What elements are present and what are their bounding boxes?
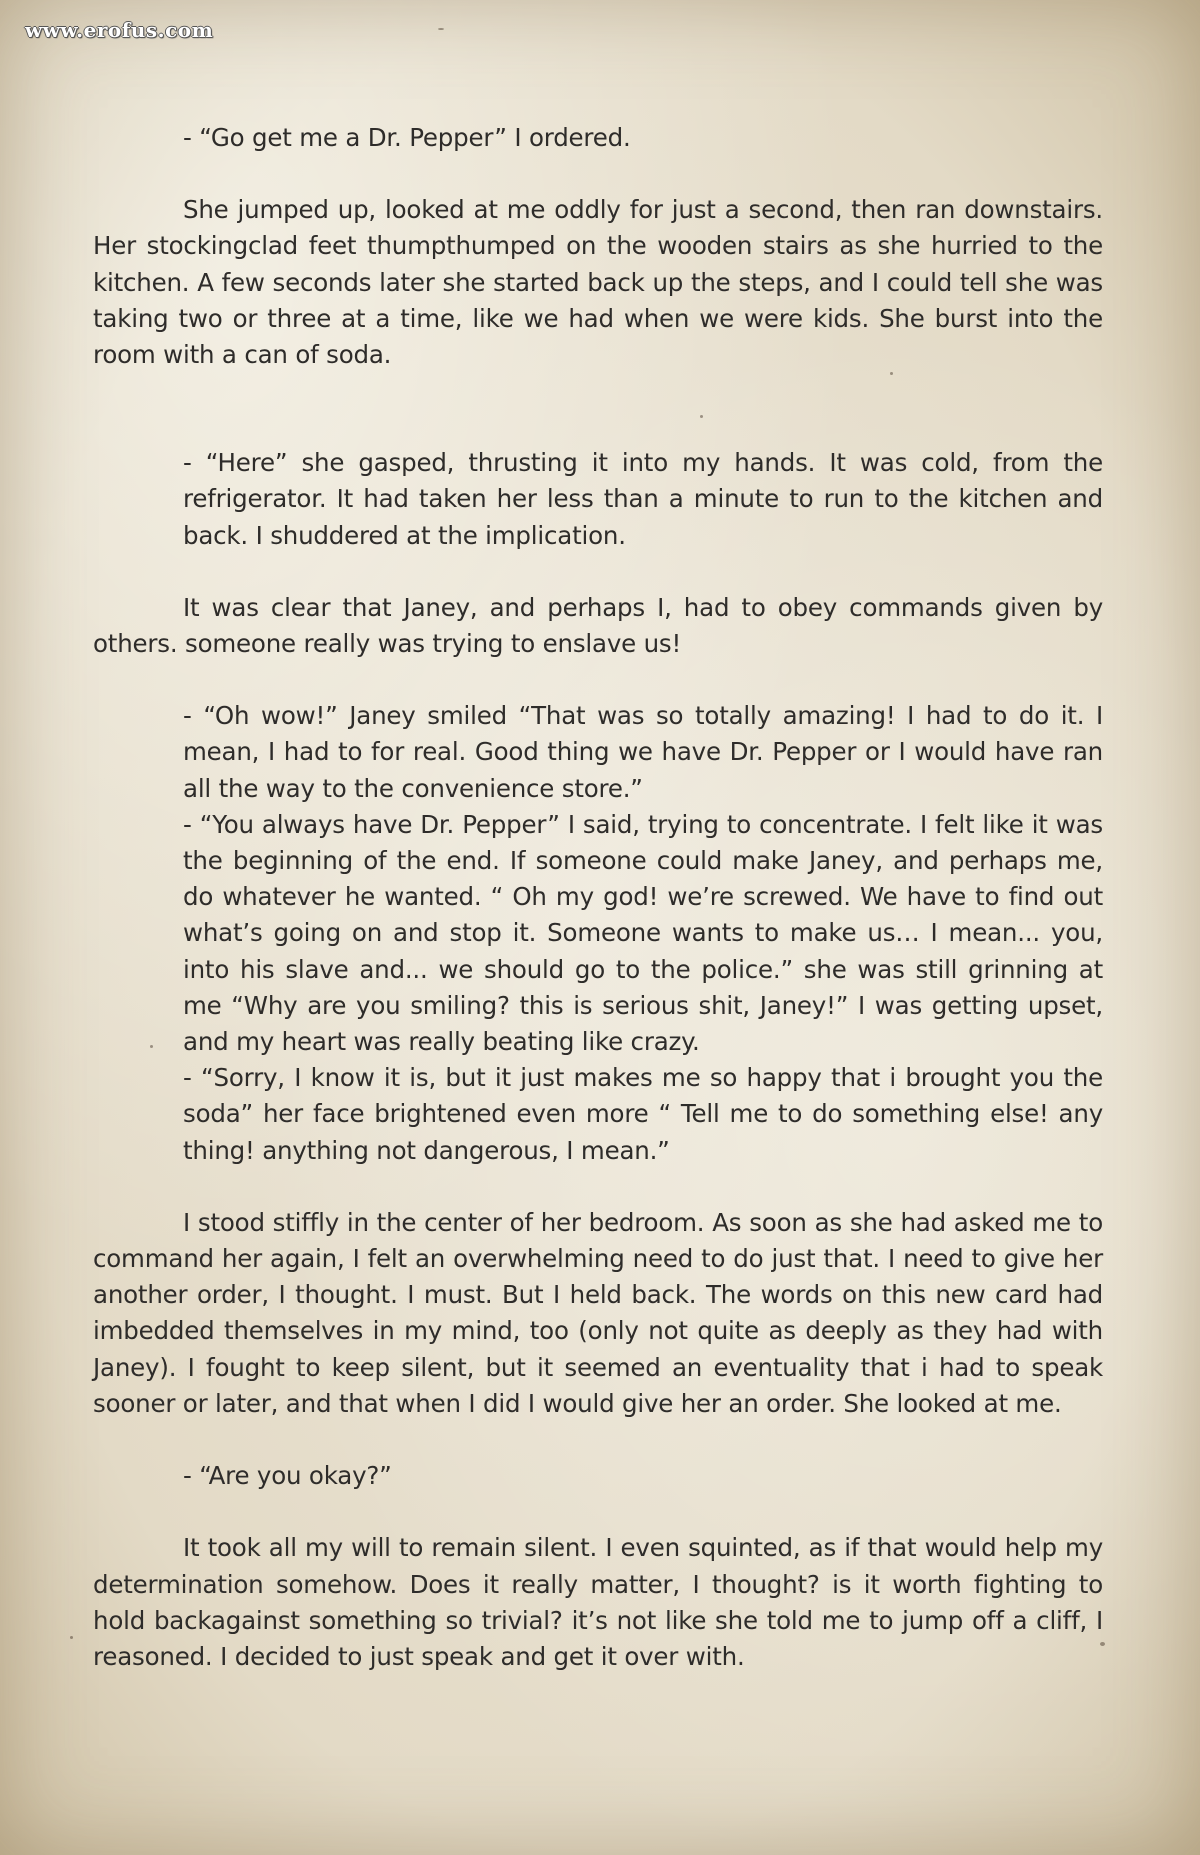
narrative-paragraph: It was clear that Janey, and perhaps I, had to obey commands given by others. someone really was trying to enslave us! [93, 592, 1103, 659]
paper-speck [70, 1636, 73, 1639]
dialogue-paragraph: - “Oh wow!” Janey smiled “That was so totally amazing! I had to do it. I mean, I had to for real. Good thing we have Dr. Pepper or I would have ran all the way to the convenience store.” [183, 701, 1103, 803]
dialogue-paragraph: - “Here” she gasped, thrusting it into my hands. It was cold, from the refrigerator. It had taken her less than a minute to run to the kitchen and back. I shuddered at the implication. [183, 448, 1103, 550]
site-watermark[interactable]: www.erofus.com [25, 18, 214, 42]
narrative-paragraph: It took all my will to remain silent. I even squinted, as if that would help my determination somehow. Does it really matter, I thought? is it worth fighting to hold backagainst something so trivial? it’s not like she told me to jump off a cliff, I reasoned. I decided to just speak and get it over with. [93, 1533, 1103, 1671]
dialogue-paragraph: - “Go get me a Dr. Pepper” I ordered. [183, 123, 631, 152]
story-text [93, 120, 1103, 1675]
paper-speck [438, 28, 444, 30]
narrative-paragraph: I stood stiffly in the center of her bedroom. As soon as she had asked me to command her again, I felt an overwhelming need to do just that. I need to give her another order, I thought. I must. But I held back. The words on this new card had imbedded themselves in my mind, too (only not quite as deeply as they had with Janey). I fought to keep silent, but it seemed an eventuality that i had to speak sooner or later, and that when I did I would give her an order. She looked at me. [93, 1207, 1103, 1418]
narrative-paragraph: She jumped up, looked at me oddly for just a second, then ran downstairs. Her stockingclad feet thumpthumped on the wooden stairs as she hurried to the kitchen. A few seconds later she started back up the steps, and I could tell she was taking two or three at a time, like we had when we were kids. She burst into the room with a can of soda. [93, 195, 1103, 370]
dialogue-paragraph: - “Sorry, I know it is, but it just makes me so happy that i brought you the soda” her face brightened even more “ Tell me to do something else! any thing! anything not dangerous, I mean.” [183, 1063, 1103, 1165]
dialogue-paragraph: - “Are you okay?” [183, 1461, 392, 1491]
dialogue-paragraph: - “You always have Dr. Pepper” I said, trying to concentrate. I felt like it was the beginning of the end. If someone could make Janey, and perhaps me, do whatever he wanted. “ Oh my god! we’re screwed. We have to find out what’s going on and stop it. Someone wants to make us… I mean... you, into his slave and... we should go to the police.” she was still grinning at me “Why are you smiling? this is serious shit, Janey!” I was getting upset, and my heart was really beating like crazy. [183, 809, 1103, 1057]
